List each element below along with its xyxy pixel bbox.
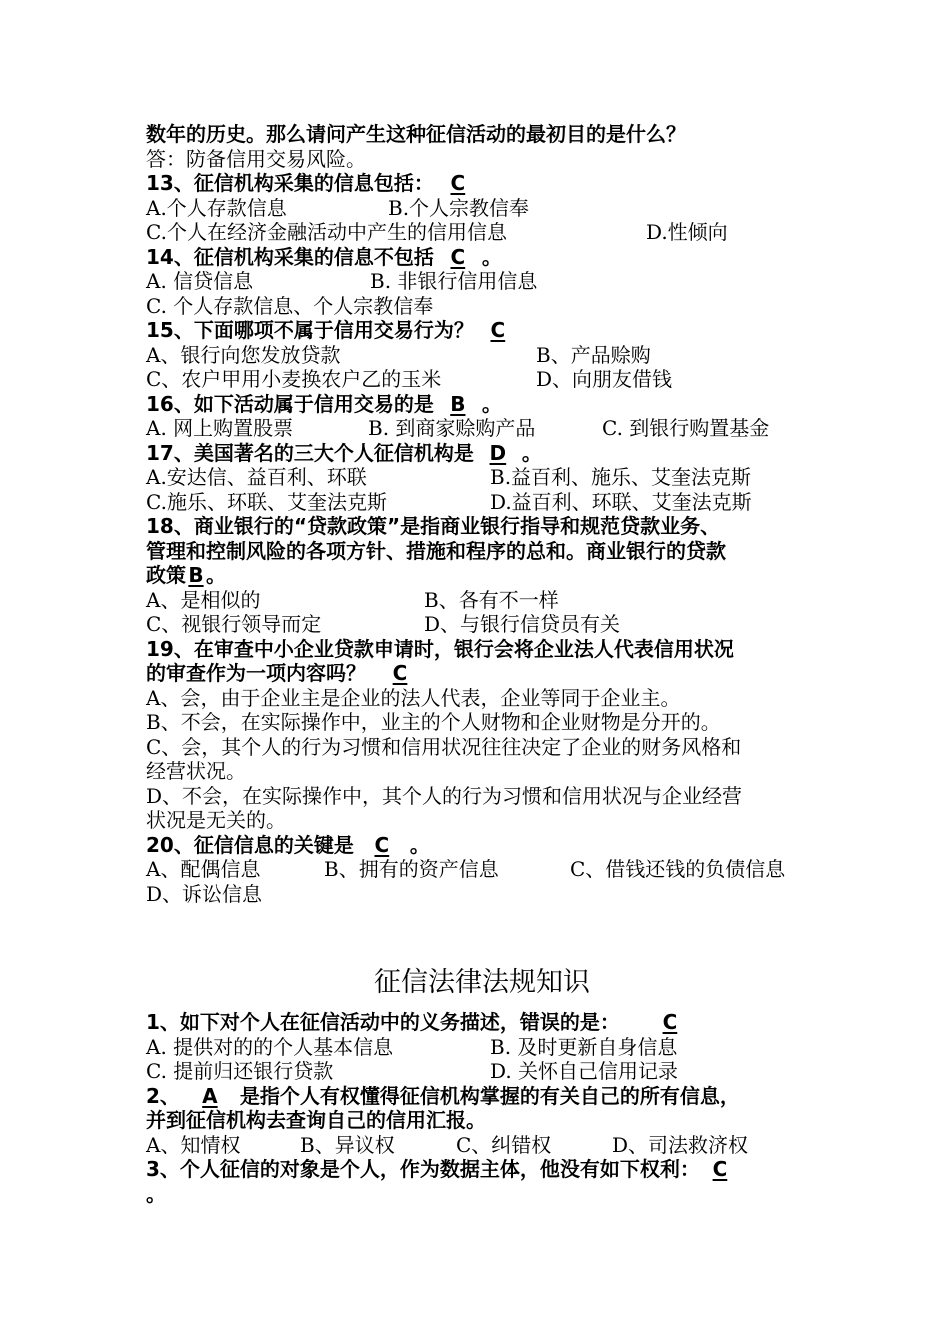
question-20 (146, 833, 818, 858)
option-b: B.个人宗教信奉 (388, 195, 530, 220)
answer-blank: C (450, 244, 466, 269)
option-a: A、银行向您发放贷款 (146, 342, 341, 367)
options-row (146, 588, 818, 613)
option-a: A. 网上购置股票 (146, 416, 294, 440)
question-tail: 。 (481, 244, 502, 269)
question-stem: 的审查作为一项内容吗？ (146, 661, 366, 685)
answer-blank: C (374, 832, 390, 857)
answer-blank: C (392, 661, 408, 685)
options-row (146, 465, 818, 490)
question-16 (146, 392, 818, 417)
answer-blank: C (450, 171, 466, 195)
answer-blank: A (202, 1083, 218, 1108)
option-b: B、产品赊购 (536, 342, 651, 367)
option-c: C.施乐、环联、艾奎法克斯 (146, 489, 387, 514)
answer-blank: C (662, 1010, 678, 1034)
options-row (146, 1133, 818, 1158)
answer-blank: C (712, 1157, 728, 1181)
law-question-2-line-1 (146, 1084, 818, 1109)
question-stem: 14、征信机构采集的信息不包括 (146, 244, 434, 269)
law-question-3-line-2: 。 (146, 1181, 166, 1206)
options-row (146, 367, 818, 392)
options-row (146, 269, 818, 294)
option-a: A.安达信、益百利、环联 (146, 465, 367, 489)
question-stem: 3、个人征信的对象是个人，作为数据主体，他没有如下权利： (146, 1157, 700, 1181)
option-d-line-1: D、不会，在实际操作中，其个人的行为习惯和信用状况与企业经营 (146, 783, 743, 808)
options-row (146, 490, 818, 515)
option-b: B. 到商家赊购产品 (368, 416, 536, 440)
question-stem: 15、下面哪项不属于信用交易行为？ (146, 318, 474, 342)
question-stem: 政策 (146, 563, 186, 587)
answer-blank: D (489, 440, 507, 465)
option-a: A. 信贷信息 (146, 269, 254, 293)
option-a: A、是相似的 (146, 587, 261, 612)
option-d: D、诉讼信息 (146, 881, 263, 906)
question-stem: 17、美国著名的三大个人征信机构是 (146, 440, 474, 465)
option-c: C. 个人存款信息、个人宗教信奉 (146, 293, 434, 318)
option-d-line-2: 状况是无关的。 (146, 808, 286, 832)
option-a: A.个人存款信息 (146, 195, 287, 220)
question-18-line-2: 管理和控制风险的各项方针、措施和程序的总和。商业银行的贷款 (146, 538, 726, 563)
options-row (146, 220, 818, 245)
option-a: A、会，由于企业主是企业的法人代表，企业等同于企业主。 (146, 685, 681, 710)
question-17 (146, 441, 818, 466)
option-d: D、向朋友借钱 (536, 367, 673, 391)
question-18-line-1: 18、商业银行的“贷款政策”是指商业银行指导和规范贷款业务、 (146, 514, 721, 538)
question-stem: 20、征信信息的关键是 (146, 832, 354, 857)
options-row (146, 416, 818, 441)
option-a: A、配偶信息 (146, 857, 261, 881)
option-c-line-2: 经营状况。 (146, 759, 246, 783)
question-14 (146, 245, 818, 270)
intro-question: 数年的历史。那么请问产生这种征信活动的最初目的是什么？ (146, 122, 686, 146)
option-c: C. 到银行购置基金 (602, 416, 770, 440)
option-c: C、借钱还钱的负债信息 (570, 857, 786, 881)
option-d: D.性倾向 (646, 220, 728, 244)
question-tail: 。 (521, 440, 542, 465)
option-c-line-1: C、会，其个人的行为习惯和信用状况往往决定了企业的财务风格和 (146, 734, 742, 759)
option-c: C、农户甲用小麦换农户乙的玉米 (146, 367, 442, 391)
option-d: D. 关怀自己信用记录 (490, 1059, 679, 1083)
question-stem: 是指个人有权懂得征信机构掌握的有关自己的所有信息， (239, 1083, 740, 1108)
option-c: C、视银行领导而定 (146, 612, 322, 636)
option-a: A、知情权 (146, 1132, 241, 1157)
option-d: D.益百利、环联、艾奎法克斯 (490, 489, 752, 514)
question-19-line-1: 19、在审查中小企业贷款申请时，银行会将企业法人代表信用状况 (146, 636, 734, 661)
answer-blank: B (450, 391, 466, 416)
option-b: B.益百利、施乐、艾奎法克斯 (490, 465, 752, 489)
options-row (146, 343, 818, 368)
option-d: D、司法救济权 (612, 1132, 749, 1157)
options-row (146, 857, 818, 882)
law-question-2-line-2: 并到征信机构去查询自己的信用汇报。 (146, 1108, 486, 1132)
option-b: B. 非银行信用信息 (370, 269, 538, 293)
option-c: C. 提前归还银行贷款 (146, 1059, 334, 1083)
option-b: B、拥有的资产信息 (324, 857, 499, 881)
options-row (146, 612, 818, 637)
question-18-line-3 (146, 563, 818, 588)
question-stem: 13、征信机构采集的信息包括： (146, 171, 434, 195)
options-row (146, 196, 818, 221)
options-row (146, 1035, 818, 1060)
question-tail: 。 (481, 391, 502, 416)
option-b: B、不会，在实际操作中，业主的个人财物和企业财物是分开的。 (146, 710, 721, 734)
question-stem: 1、如下对个人在征信活动中的义务描述，错误的是： (146, 1010, 620, 1034)
question-tail: 。 (206, 563, 226, 587)
law-question-1 (146, 1010, 818, 1035)
section-title: 征信法律法规知识 (374, 967, 590, 998)
question-13 (146, 171, 818, 196)
question-15 (146, 318, 818, 343)
law-question-3-line-1 (146, 1157, 818, 1182)
intro-answer: 答：防备信用交易风险。 (146, 146, 366, 171)
document-page (146, 122, 818, 1206)
option-b: B、异议权 (300, 1132, 395, 1157)
options-row (146, 1059, 818, 1084)
option-b: B、各有不一样 (424, 587, 559, 612)
option-d: D、与银行信贷员有关 (424, 612, 621, 636)
options-row (146, 294, 818, 319)
option-c: C.个人在经济金融活动中产生的信用信息 (146, 220, 507, 244)
question-stem: 16、如下活动属于信用交易的是 (146, 391, 434, 416)
option-c: C、纠错权 (456, 1132, 552, 1157)
question-19-line-2 (146, 661, 818, 686)
options-row (146, 882, 818, 907)
answer-blank: C (490, 318, 506, 342)
option-b: B. 及时更新自身信息 (490, 1034, 678, 1059)
question-tail: 。 (409, 832, 430, 857)
option-a: A. 提供对的的个人基本信息 (146, 1034, 394, 1059)
answer-blank: B (188, 563, 204, 587)
question-number: 2、 (146, 1083, 180, 1108)
